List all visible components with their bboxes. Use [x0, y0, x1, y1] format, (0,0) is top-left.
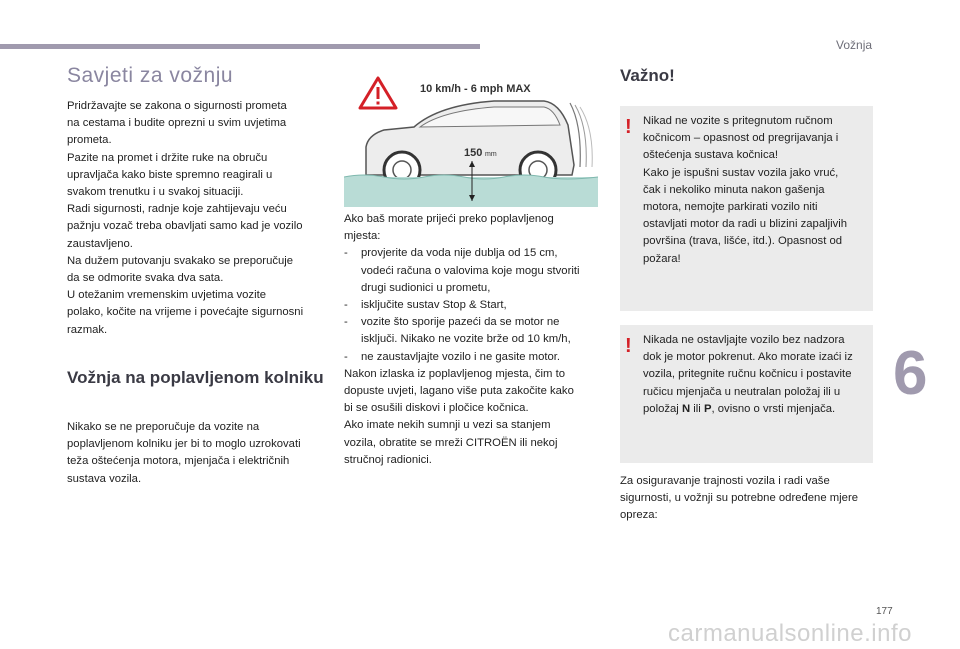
text-line: Ako imate nekih sumnji u vezi sa stanjem [344, 419, 551, 432]
closing-text [620, 473, 878, 525]
text-line: dopuste uvjeti, lagano više puta zakočite kako [344, 385, 574, 398]
flood-text [67, 419, 329, 488]
text-line: provjerite da voda nije dublja od 15 cm, [361, 247, 558, 260]
text-line: zaustavljeno. [67, 237, 133, 250]
important-title: Važno! [620, 66, 675, 85]
text-line: čak i nekoliko minuta nakon gašenja [643, 183, 825, 196]
text-line: Na dužem putovanju svakako se preporučuje [67, 254, 294, 267]
flooded-road-svg [344, 75, 598, 209]
text-line: dok je motor pokrenut. Ako morate izaći iz [643, 351, 853, 364]
warning-triangle-icon [360, 78, 396, 108]
watermark: carmanualsonline.info [668, 620, 912, 647]
depth-unit: mm [485, 151, 497, 158]
text-line: Kako je ispušni sustav vozila jako vruć, [643, 166, 839, 179]
text-line: isključi. Nikako ne vozite brže od 10 km/h, [361, 333, 571, 346]
text-line: opreza: [620, 509, 658, 522]
text-line: teža oštećenja motora, mjenjača i električnih [67, 455, 290, 468]
gear-position-p: P [703, 402, 712, 415]
warning-box-handbrake [620, 106, 873, 311]
text-line: ne zaustavljajte vozilo i ne gasite motor. [361, 350, 561, 363]
text-line: na cestama i budite oprezni u svim uvjetima [67, 117, 287, 130]
text-line: mjesta: [344, 230, 381, 243]
driving-advice-text [67, 98, 329, 339]
flood-instructions [344, 211, 606, 469]
text-line: isključite sustav Stop & Start, [361, 299, 507, 312]
text-line: Nikad ne vozite s pritegnutom ručnom [643, 115, 833, 127]
header-bar [0, 44, 480, 49]
text-fragment: ili [690, 402, 704, 415]
text-line: vozila, obratite se mreži CITROËN ili nekoj [344, 436, 558, 449]
page-number: 177 [876, 606, 893, 617]
warning-text [643, 113, 868, 268]
flooded-road-illustration [344, 75, 598, 209]
text-line: Nikako se ne preporučuje da vozite na [67, 421, 260, 433]
text-line: poplavljenom kolniku jer bi to moglo uzrokovati [67, 438, 301, 451]
text-line: Nakon izlaska iz poplavljenog mjesta, čim to [344, 367, 566, 380]
text-line: Pridržavajte se zakona o sigurnosti prometa [67, 100, 287, 112]
depth-value: 150 [464, 147, 483, 159]
text-fragment: položaj [643, 402, 682, 415]
text-line: prometa. [67, 134, 112, 147]
chapter-number: 6 [893, 339, 928, 408]
text-line: oštećenja sustava kočnica! [643, 149, 779, 162]
car-icon [366, 101, 592, 188]
list-item: - provjerite da voda nije dublja od 15 cm, vodeći računa o valovima koje mogu stvoriti drugi sudionici u prometu, [344, 245, 606, 297]
exclamation-icon: ! [625, 116, 632, 138]
section-title: Vožnja [836, 38, 873, 52]
text-line: pažnju vozač treba obavljati samo kad je vozilo [67, 220, 303, 233]
text-line: polako, kočite na vrijeme i povećajte sigurnosni [67, 306, 304, 319]
text-line: upravljača kako biste spremno reagirali u [67, 168, 273, 181]
speed-limit-label: 10 km/h - 6 mph MAX [420, 83, 531, 95]
text-line: bi se osušili diskovi i pločice kočnica. [344, 402, 529, 415]
list-item: - isključite sustav Stop & Start, [344, 297, 606, 314]
text-line: svakom trenutku i u svakoj situaciji. [67, 186, 244, 199]
text-line: sigurnosti, u vožnji su potrebne određene mjere [620, 492, 859, 505]
text-line: ostavljati motor da radi u blizini zapaljivih [643, 218, 848, 231]
warning-text [643, 332, 868, 418]
text-line: Radi sigurnosti, radnje koje zahtijevaju veću [67, 203, 287, 216]
text-line: razmak. [67, 323, 108, 336]
text-fragment: , ovisno o vrsti mjenjača. [711, 402, 836, 415]
warning-box-unattended [620, 325, 873, 463]
text-line: vozila, pritegnite ručnu kočnicu i postavite [643, 368, 852, 381]
text-line: drugi sudionici u prometu, [361, 281, 491, 294]
text-line: požara! [643, 252, 681, 265]
gear-position-n: N [681, 402, 691, 415]
text-line: vozite što sporije pazeći da se motor ne [361, 316, 560, 329]
text-line: stručnoj radionici. [344, 453, 432, 466]
text-line: površina (trava, lišće, itd.). Opasnost od [643, 235, 843, 248]
page-title: Savjeti za vožnju [67, 64, 234, 87]
text-line: Za osiguravanje trajnosti vozila i radi vaše [620, 475, 830, 487]
exclamation-icon: ! [625, 335, 632, 357]
text-line: Nikada ne ostavljajte vozilo bez nadzora [643, 334, 845, 346]
text-line: da se odmorite svaka dva sata. [67, 272, 224, 285]
text-line: Pazite na promet i držite ruke na obruču [67, 151, 268, 164]
text-line: sustava vozila. [67, 472, 142, 485]
water-area [344, 177, 598, 207]
text-line: motora, nemojte parkirati vozilo niti [643, 201, 818, 214]
text-line: U otežanim vremenskim uvjetima vozite [67, 289, 267, 302]
list-item: - vozite što sporije pazeći da se motor ne isključi. Nikako ne vozite brže od 10 km/h, [344, 314, 606, 348]
list-item: - ne zaustavljajte vozilo i ne gasite motor. [344, 349, 606, 366]
flood-section-title: Vožnja na poplavljenom kolniku [67, 368, 324, 387]
text-line: kočnicom – opasnost od pregrijavanja i [643, 132, 839, 145]
text-line: Ako baš morate prijeći preko poplavljenog [344, 213, 554, 225]
text-line: vodeći računa o valovima koje mogu stvoriti [361, 264, 580, 277]
text-line: ručicu mjenjača u neutralan položaj ili u [643, 385, 841, 398]
